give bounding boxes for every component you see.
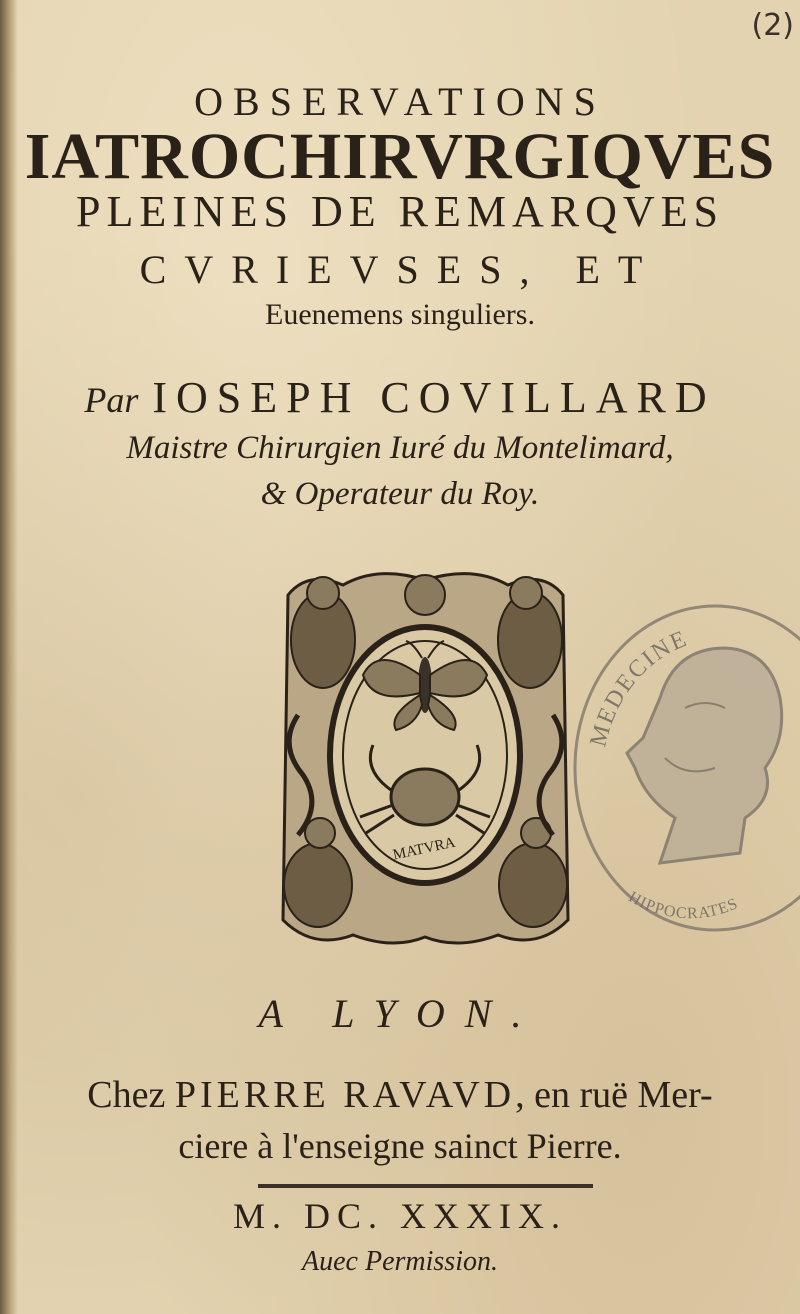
imprint-address-line: ciere à l'enseigne sainct Pierre. bbox=[178, 1126, 622, 1166]
author-line bbox=[0, 373, 800, 422]
imprint-privilege: Auec Permission. bbox=[302, 1246, 498, 1277]
imprint-place: A LYON. bbox=[258, 991, 542, 1036]
author-name: IOSEPH COVILLARD bbox=[152, 373, 716, 422]
title-line-2: IATROCHIRVRGIQVES bbox=[24, 120, 776, 193]
imprint-rule bbox=[258, 1184, 593, 1188]
title-line-1: OBSERVATIONS bbox=[194, 79, 606, 124]
stamp-text-top: MEDECINE bbox=[585, 625, 692, 750]
imprint-publisher-line bbox=[0, 1076, 800, 1114]
title-line-5: Euenemens singuliers. bbox=[265, 298, 535, 331]
author-par: Par bbox=[84, 380, 139, 420]
author-title-line-2: & Operateur du Roy. bbox=[260, 476, 540, 512]
imprint-date: M. DC. XXXIX. bbox=[233, 1196, 567, 1236]
title-line-4: CVRIEVSES, ET bbox=[139, 247, 661, 292]
publisher-prefix: Chez bbox=[87, 1074, 166, 1116]
publisher-name: PIERRE RAVAVD bbox=[174, 1074, 516, 1116]
printer-device-woodcut bbox=[268, 565, 583, 950]
library-stamp bbox=[565, 578, 800, 938]
author-title-line-1: Maistre Chirurgien Iuré du Montelimard, bbox=[126, 430, 674, 466]
title-line-3: PLEINES DE REMARQVES bbox=[75, 187, 725, 236]
publisher-address-start: , en ruë Mer- bbox=[515, 1074, 713, 1116]
device-motto: MATVRA bbox=[391, 834, 457, 864]
page-number: (2) bbox=[751, 8, 794, 43]
stamp-text-bottom: HIPPOCRATES bbox=[625, 888, 741, 923]
